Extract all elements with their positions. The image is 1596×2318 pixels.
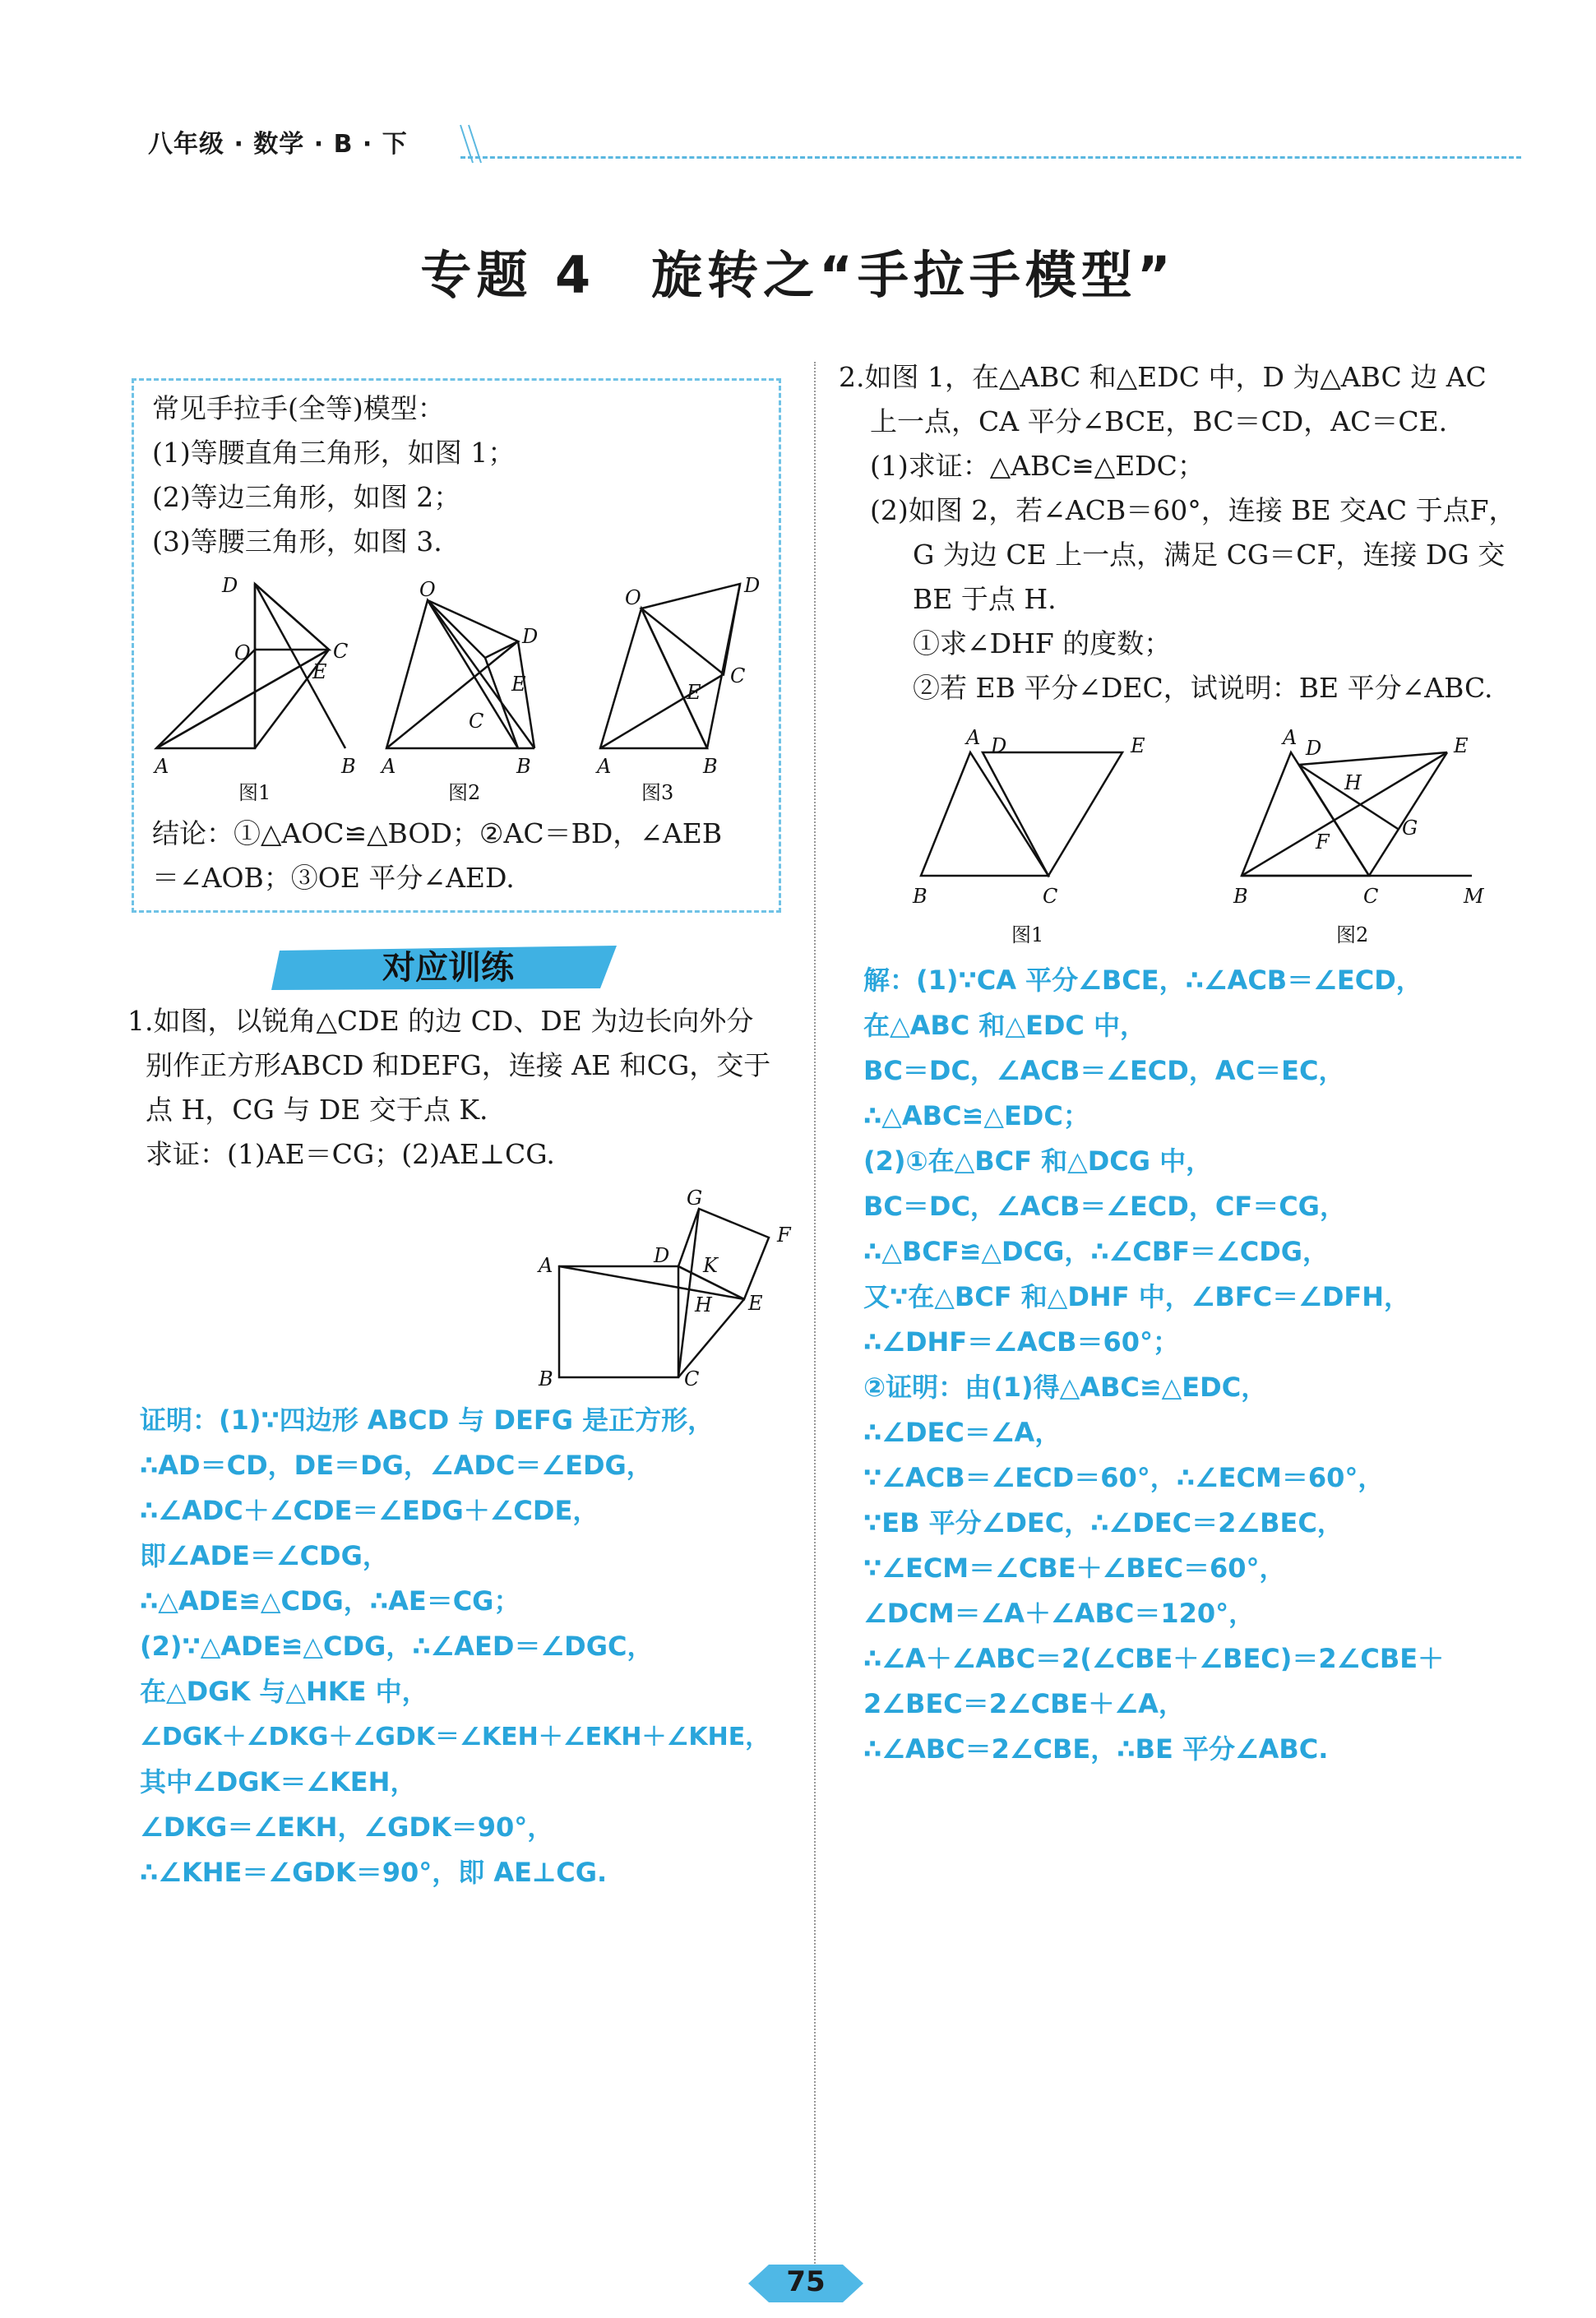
label-c: C — [1043, 885, 1058, 908]
label-m: M — [1464, 885, 1484, 908]
header-rule — [460, 156, 1521, 159]
label-e: E — [748, 1292, 763, 1315]
solution-line: 在△DGK 与△HKE 中， — [140, 1676, 428, 1707]
solution-line: 证明：(1)∵四边形 ABCD 与 DEFG 是正方形， — [140, 1404, 715, 1436]
problem2-line: (1)求证：△ABC≌△EDC； — [870, 450, 1205, 482]
label-a: A — [155, 755, 169, 778]
label-b: B — [516, 755, 531, 778]
solution-line: ∠DCM＝∠A＋∠ABC＝120°， — [863, 1598, 1256, 1629]
label-e: E — [511, 673, 526, 696]
figure-2 — [380, 578, 538, 804]
label-e: E — [687, 681, 701, 704]
solution-line: 其中∠DGK＝∠KEH， — [140, 1766, 417, 1797]
label-d: D — [654, 1244, 670, 1267]
solution-line: ∴△BCF≌△DCG，∴∠CBF＝∠CDG， — [863, 1236, 1330, 1267]
p2-fig1-caption: 图1 — [1011, 923, 1044, 946]
model-line: (1)等腰直角三角形，如图 1； — [152, 437, 516, 469]
label-o: O — [625, 586, 641, 609]
header-label: 八年级 · 数学 · B · 下 — [148, 130, 408, 159]
label-c: C — [469, 710, 484, 733]
problem-1 — [127, 999, 770, 1177]
problem2-figures — [904, 715, 1497, 962]
solution-line: 又∵在△BCF 和△DHF 中，∠BFC＝∠DFH， — [863, 1281, 1411, 1312]
label-d: D — [1306, 737, 1322, 760]
label-b: B — [913, 885, 928, 908]
solution-line: ②证明：由(1)得△ABC≌△EDC， — [863, 1372, 1268, 1403]
label-c: C — [333, 640, 349, 663]
model-figures — [148, 567, 773, 814]
problem-2 — [839, 355, 1516, 710]
model-line: 常见手拉手(全等)模型： — [152, 392, 445, 424]
model-conclusion — [152, 812, 722, 900]
solution-line: 2∠BEC＝2∠CBE＋∠A， — [863, 1688, 1185, 1719]
model-line: (3)等腰三角形，如图 3. — [152, 525, 442, 558]
label-a: A — [1283, 726, 1298, 749]
label-h: H — [695, 1293, 712, 1316]
label-k: K — [703, 1254, 718, 1277]
solution-line: ∴∠A＋∠ABC＝2(∠CBE＋∠BEC)＝2∠CBE＋ — [863, 1643, 1445, 1674]
label-d: D — [522, 625, 539, 648]
solution-line: ∵∠ECM＝∠CBE＋∠BEC＝60°， — [863, 1552, 1286, 1584]
conclusion-line: ＝∠AOB；③OE 平分∠AED. — [152, 862, 515, 894]
label-e: E — [1454, 734, 1469, 757]
label-g: G — [1402, 817, 1418, 840]
problem2-line: 2.如图 1，在△ABC 和△EDC 中，D 为△ABC 边 AC — [839, 361, 1487, 393]
solution-line: 解：(1)∵CA 平分∠BCE，∴∠ACB＝∠ECD， — [863, 965, 1423, 996]
label-g: G — [687, 1187, 703, 1210]
label-c: C — [1363, 885, 1379, 908]
page-number: 75 — [786, 2265, 826, 2298]
label-a: A — [966, 726, 981, 749]
solution-line: 在△ABC 和△EDC 中， — [863, 1010, 1147, 1041]
problem1-line: 别作正方形ABCD 和DEFG，连接 AE 和CG，交于 — [146, 1049, 771, 1081]
fig1-triangle-aob — [156, 650, 255, 748]
solution-line: ∴∠KHE＝∠GDK＝90°，即 AE⊥CG. — [140, 1857, 608, 1888]
label-h: H — [1344, 771, 1362, 794]
problem2-line: BE 于点 H. — [913, 583, 1057, 615]
label-f: F — [1316, 831, 1330, 854]
label-f: F — [777, 1224, 791, 1247]
label-a: A — [597, 755, 612, 778]
fig2-caption: 图2 — [448, 781, 481, 804]
solution-line: BC＝DC，∠ACB＝∠ECD，AC＝EC， — [863, 1055, 1345, 1086]
label-b: B — [539, 1367, 553, 1390]
label-c: C — [684, 1367, 700, 1390]
solution-line: ∠DKG＝∠EKH，∠GDK＝90°， — [140, 1811, 554, 1843]
solution-line: ∵EB 平分∠DEC，∴∠DEC＝2∠BEC， — [863, 1507, 1344, 1538]
model-line: (2)等边三角形，如图 2； — [152, 481, 461, 513]
solution-line: ∴∠DEC＝∠A， — [863, 1417, 1062, 1448]
fig3-caption: 图3 — [641, 781, 674, 804]
label-b: B — [1233, 885, 1248, 908]
problem2-line: 上一点，CA 平分∠BCE，BC＝CD，AC＝CE. — [870, 405, 1448, 437]
p2-figure-1 — [912, 726, 1145, 946]
solution-line: ∴AD＝CD，DE＝DG，∠ADC＝∠EDG， — [140, 1450, 653, 1481]
page-title: 专题 4 旋转之“手拉手模型” — [420, 245, 1176, 305]
figure-3 — [595, 574, 760, 804]
figure-1 — [153, 574, 356, 804]
label-o: O — [234, 641, 251, 664]
solution-line: ∴△ADE≌△CDG，∴AE＝CG； — [140, 1585, 520, 1617]
model-box-text — [152, 386, 515, 564]
label-e: E — [1131, 734, 1145, 757]
label-d: D — [991, 734, 1007, 757]
problem1-solution — [140, 1398, 770, 1895]
column-divider — [814, 362, 816, 2286]
label-d: D — [222, 574, 238, 597]
label-c: C — [730, 664, 746, 687]
p2-fig2-caption: 图2 — [1336, 923, 1369, 946]
problem2-solution — [863, 958, 1444, 1772]
problem2-line: G 为边 CE 上一点，满足 CG＝CF，连接 DG 交 — [913, 539, 1506, 571]
problem1-line: 求证：(1)AE＝CG；(2)AE⊥CG. — [146, 1138, 555, 1170]
problem1-line: 1.如图，以锐角△CDE 的边 CD、DE 为边长向外分 — [127, 1005, 754, 1037]
practice-label: 对应训练 — [382, 949, 514, 987]
label-b: B — [703, 755, 718, 778]
solution-line: ∴∠DHF＝∠ACB＝60°； — [863, 1326, 1180, 1358]
problem2-line: (2)如图 2，若∠ACB＝60°，连接 BE 交AC 于点F， — [870, 494, 1516, 526]
conclusion-line: 结论：①△AOC≌△BOD；②AC＝BD，∠AEB — [152, 817, 723, 849]
label-a: A — [382, 755, 396, 778]
solution-line: BC＝DC，∠ACB＝∠ECD，CF＝CG， — [863, 1191, 1346, 1222]
problem2-line: ②若 EB 平分∠DEC，试说明：BE 平分∠ABC. — [913, 672, 1493, 704]
solution-line: ∴∠ABC＝2∠CBE，∴BE 平分∠ABC. — [863, 1733, 1329, 1765]
solution-line: ∵∠ACB＝∠ECD＝60°，∴∠ECM＝60°， — [863, 1462, 1385, 1493]
label-d: D — [744, 574, 761, 597]
label-o: O — [419, 578, 436, 601]
solution-line: (2)①在△BCF 和△DCG 中， — [863, 1145, 1213, 1177]
solution-line: 即∠ADE＝∠CDG， — [140, 1540, 389, 1571]
label-e: E — [312, 660, 327, 683]
square-defg — [678, 1209, 769, 1299]
square-abcd — [559, 1266, 678, 1377]
p2-figure-2 — [1233, 726, 1485, 946]
problem1-figure — [526, 1180, 806, 1394]
solution-line: ∴△ABC≌△EDC； — [863, 1100, 1089, 1131]
problem1-line: 点 H，CG 与 DE 交于点 K. — [146, 1094, 488, 1126]
fig1-caption: 图1 — [238, 781, 271, 804]
solution-line: (2)∵△ADE≌△CDG，∴∠AED＝∠DGC， — [140, 1631, 654, 1662]
label-b: B — [341, 755, 356, 778]
problem2-line: ①求∠DHF 的度数； — [913, 627, 1172, 659]
label-a: A — [539, 1254, 553, 1277]
solution-line: ∴∠ADC＋∠CDE＝∠EDG＋∠CDE， — [140, 1495, 599, 1526]
solution-line: ∠DGK＋∠DKG＋∠GDK＝∠KEH＋∠EKH＋∠KHE， — [140, 1723, 770, 1751]
